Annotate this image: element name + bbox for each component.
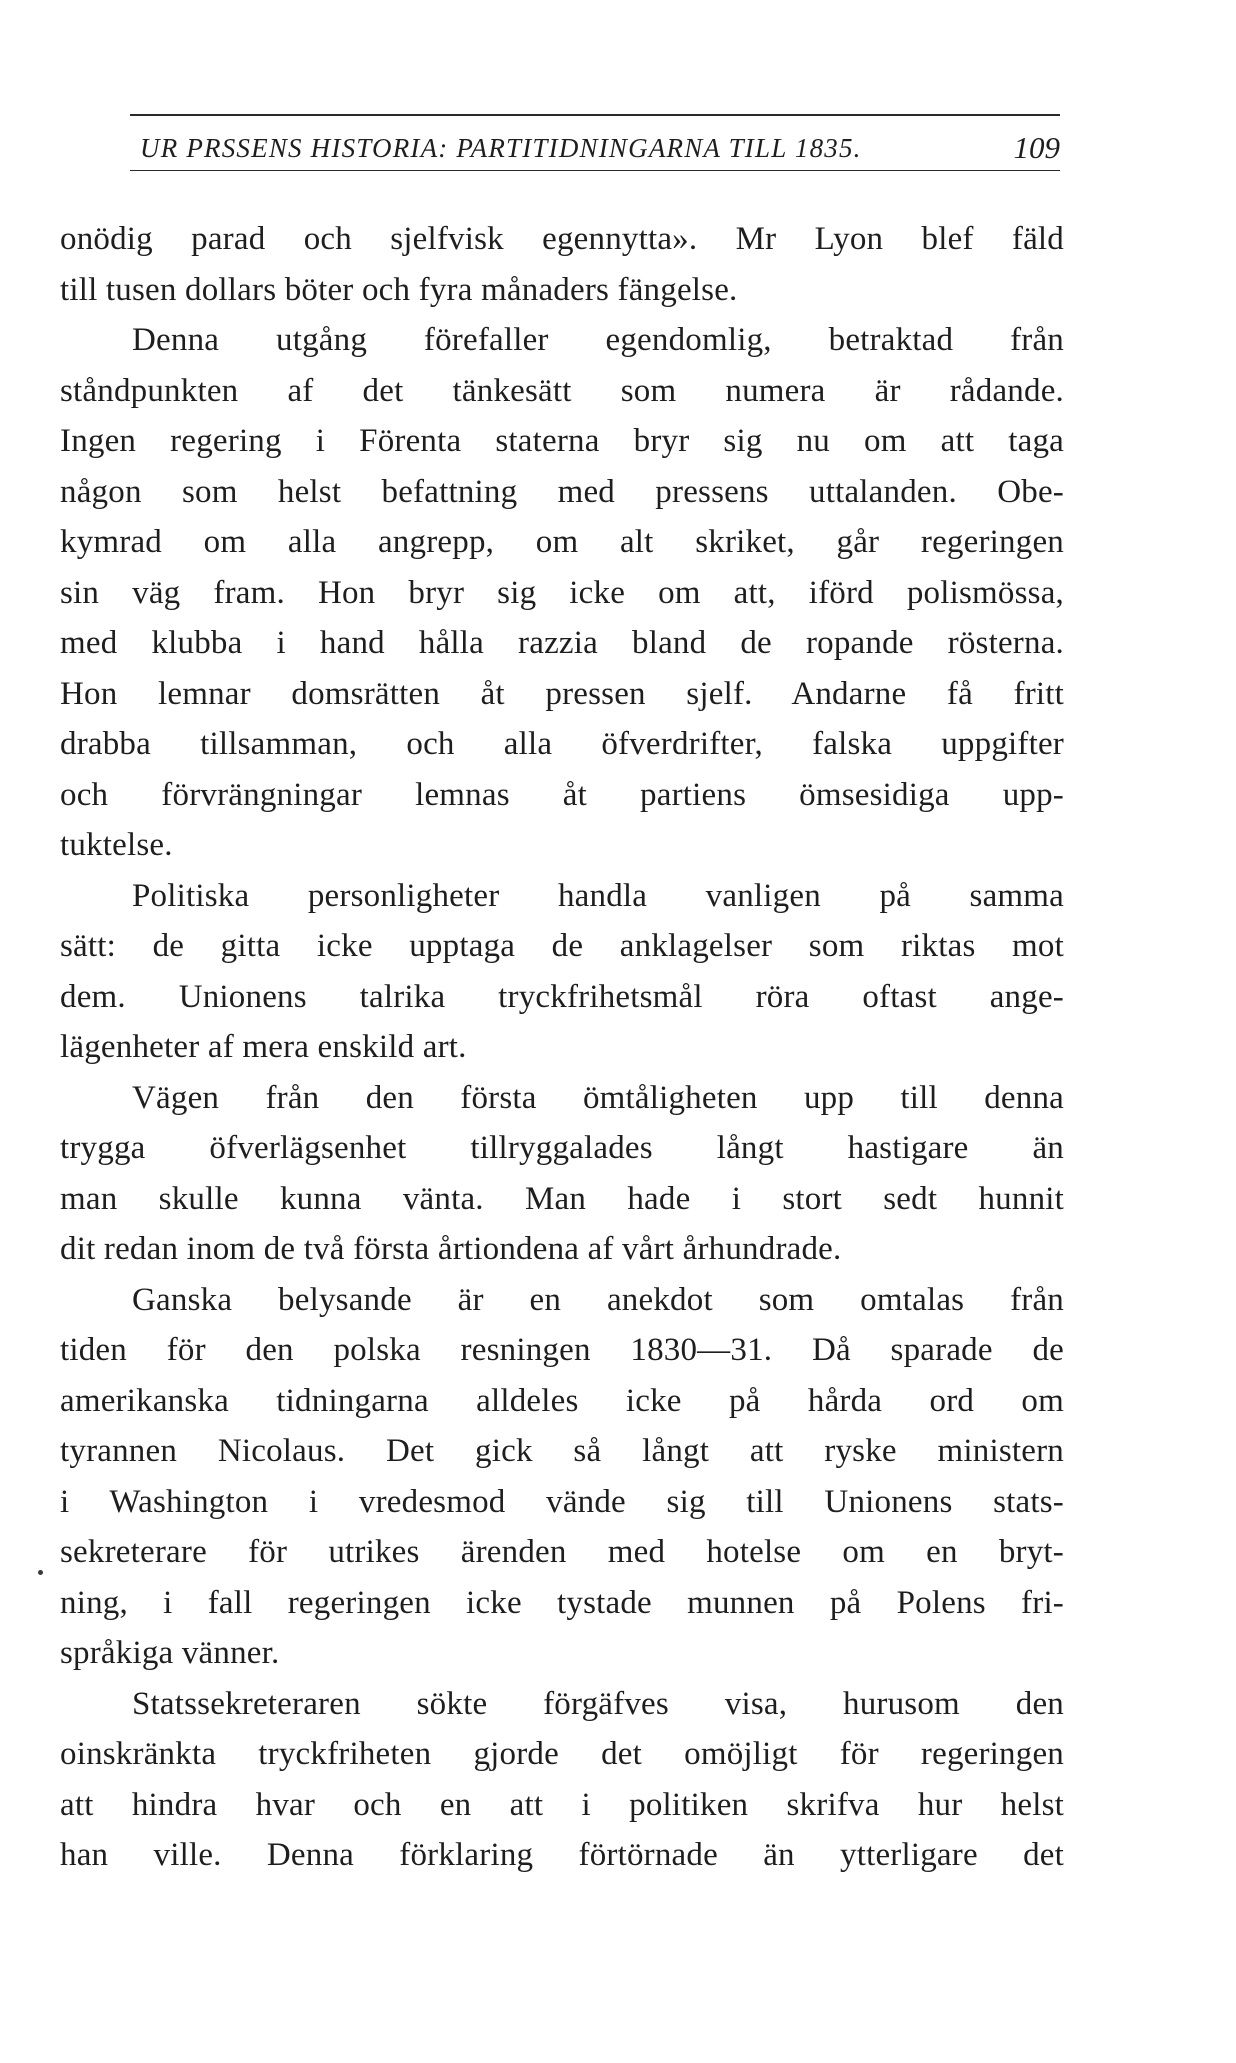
- text-line: tiden för den polska resningen 1830—31. Då sparade de: [60, 1332, 1064, 1368]
- text-line: dit redan inom de två första årtiondena af vårt århundrade.: [60, 1231, 842, 1267]
- text-line: språkiga vänner.: [60, 1635, 280, 1671]
- text-line: amerikanska tidningarna alldeles icke på hårda ord om: [60, 1382, 1064, 1419]
- margin-dot: [38, 1570, 43, 1575]
- text-line: Denna utgång förefaller egendomlig, betraktad från: [132, 322, 1064, 358]
- text-line: någon som helst befattning med pressens uttalanden. Obe-: [60, 473, 1064, 510]
- text-line: ning, i fall regeringen icke tystade munnen på Polens fri-: [60, 1584, 1064, 1621]
- text-line: Ingen regering i Förenta staterna bryr sig nu om att taga: [60, 423, 1064, 459]
- text-line: att hindra hvar och en att i politiken skrifva hur helst: [60, 1786, 1064, 1823]
- text-line: och förvrängningar lemnas åt partiens ömsesidiga upp-: [60, 776, 1064, 813]
- text-line: han ville. Denna förklaring förtörnade än ytterligare det: [60, 1837, 1064, 1873]
- text-line: lägenheter af mera enskild art.: [60, 1029, 467, 1065]
- header-rule-bottom: [130, 170, 1060, 171]
- text-line: Hon lemnar domsrätten åt pressen sjelf. Andarne få fritt: [60, 675, 1064, 712]
- text-line: Ganska belysande är en anekdot som omtalas från: [132, 1281, 1064, 1318]
- text-line: kymrad om alla angrepp, om alt skriket, går regeringen: [60, 524, 1064, 560]
- text-line: med klubba i hand hålla razzia bland de ropande rösterna.: [60, 625, 1064, 661]
- text-line: sätt: de gitta icke upptaga de anklagelser som riktas mot: [60, 928, 1064, 964]
- text-line: tuktelse.: [60, 827, 173, 863]
- body-text: [60, 214, 1064, 1881]
- text-line: ståndpunkten af det tänkesätt som numera är rådande.: [60, 372, 1064, 409]
- text-line: i Washington i vredesmod vände sig till Unionens stats-: [60, 1483, 1064, 1520]
- text-line: drabba tillsamman, och alla öfverdrifter, falska uppgifter: [60, 726, 1064, 762]
- text-line: dem. Unionens talrika tryckfrihetsmål röra oftast ange-: [60, 978, 1064, 1015]
- text-line: tyrannen Nicolaus. Det gick så långt att ryske ministern: [60, 1433, 1064, 1469]
- header-rule-top: [130, 114, 1060, 116]
- text-line: till tusen dollars böter och fyra månaders fängelse.: [60, 271, 738, 308]
- text-line: Politiska personligheter handla vanligen på samma: [132, 877, 1064, 914]
- text-line: Statssekreteraren sökte förgäfves visa, hurusom den: [132, 1685, 1064, 1722]
- text-line: sin väg fram. Hon bryr sig icke om att, iförd polismössa,: [60, 574, 1064, 611]
- text-line: sekreterare för utrikes ärenden med hotelse om en bryt-: [60, 1534, 1064, 1570]
- text-line: trygga öfverlägsenhet tillryggalades långt hastigare än: [60, 1130, 1064, 1166]
- page-header: [140, 128, 1060, 168]
- text-line: Vägen från den första ömtåligheten upp till denna: [132, 1079, 1064, 1116]
- text-line: onödig parad och sjelfvisk egennytta». Mr Lyon blef fäld: [60, 221, 1064, 257]
- text-line: man skulle kunna vänta. Man hade i stort sedt hunnit: [60, 1180, 1064, 1217]
- page-number: 109: [1013, 130, 1060, 165]
- text-line: oinskränkta tryckfriheten gjorde det omöjligt för regeringen: [60, 1736, 1064, 1772]
- running-head: UR PRSSENS HISTORIA: PARTITIDNINGARNA TILL 1835.: [140, 133, 862, 163]
